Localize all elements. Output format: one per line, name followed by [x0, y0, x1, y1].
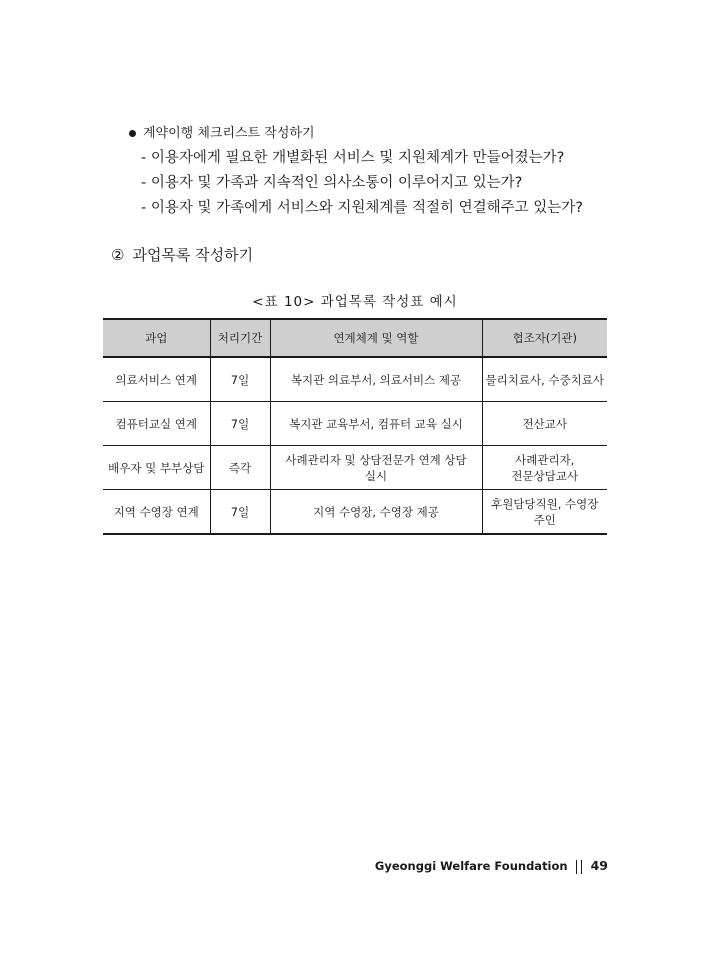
cell-task: 지역 수영장 연계 — [103, 490, 210, 535]
cell-collaborator: 물리치료사, 수중치료사 — [482, 357, 607, 402]
cell-period: 즉각 — [210, 446, 270, 490]
checklist-item: - 이용자에게 필요한 개별화된 서비스 및 지원체계가 만들어졌는가? — [141, 150, 565, 166]
header-collaborator: 협조자(기관) — [482, 319, 607, 357]
section-title: 과업목록 작성하기 — [132, 246, 254, 264]
checklist-item: - 이용자 및 가족과 지속적인 의사소통이 이루어지고 있는가? — [141, 175, 523, 191]
page-footer — [375, 858, 608, 874]
table-row — [103, 402, 607, 446]
cell-linkage: 지역 수영장, 수영장 제공 — [270, 490, 482, 535]
section-number: ② — [111, 246, 125, 264]
table-row — [103, 446, 607, 490]
task-list-table — [103, 318, 607, 535]
cell-linkage: 사례관리자 및 상담전문가 연계 상담 실시 — [270, 446, 482, 490]
header-linkage: 연계체계 및 역할 — [270, 319, 482, 357]
table-row — [103, 357, 607, 402]
cell-period: 7일 — [210, 402, 270, 446]
footer-organization: Gyeonggi Welfare Foundation — [374, 859, 568, 873]
section-heading — [111, 244, 253, 266]
page-number: 49 — [590, 858, 608, 873]
bullet-icon — [129, 130, 136, 137]
header-task: 과업 — [103, 319, 210, 357]
checklist-heading-line — [127, 124, 687, 146]
checklist-heading: 계약이행 체크리스트 작성하기 — [143, 126, 315, 141]
cell-collaborator: 사례관리자, 전문상담교사 — [482, 446, 607, 490]
cell-task: 의료서비스 연계 — [103, 357, 210, 402]
header-period: 처리기간 — [210, 319, 270, 357]
cell-task: 컴퓨터교실 연계 — [103, 402, 210, 446]
table-caption: <표 10> 과업목록 작성표 예시 — [252, 294, 458, 310]
cell-collaborator: 후원담당직원, 수영장 주인 — [482, 490, 607, 535]
cell-task: 배우자 및 부부상담 — [103, 446, 210, 490]
table-body — [103, 357, 607, 534]
footer-separator — [576, 860, 582, 874]
cell-period: 7일 — [210, 357, 270, 402]
cell-linkage: 복지관 의료부서, 의료서비스 제공 — [270, 357, 482, 402]
cell-period: 7일 — [210, 490, 270, 535]
cell-collaborator: 전산교사 — [482, 402, 607, 446]
cell-linkage: 복지관 교육부서, 컴퓨터 교육 실시 — [270, 402, 482, 446]
table-row — [103, 490, 607, 535]
checklist-item: - 이용자 및 가족에게 서비스와 지원체계를 적절히 연결해주고 있는가? — [141, 200, 583, 216]
checklist — [127, 124, 687, 221]
table-header-row — [103, 319, 607, 357]
